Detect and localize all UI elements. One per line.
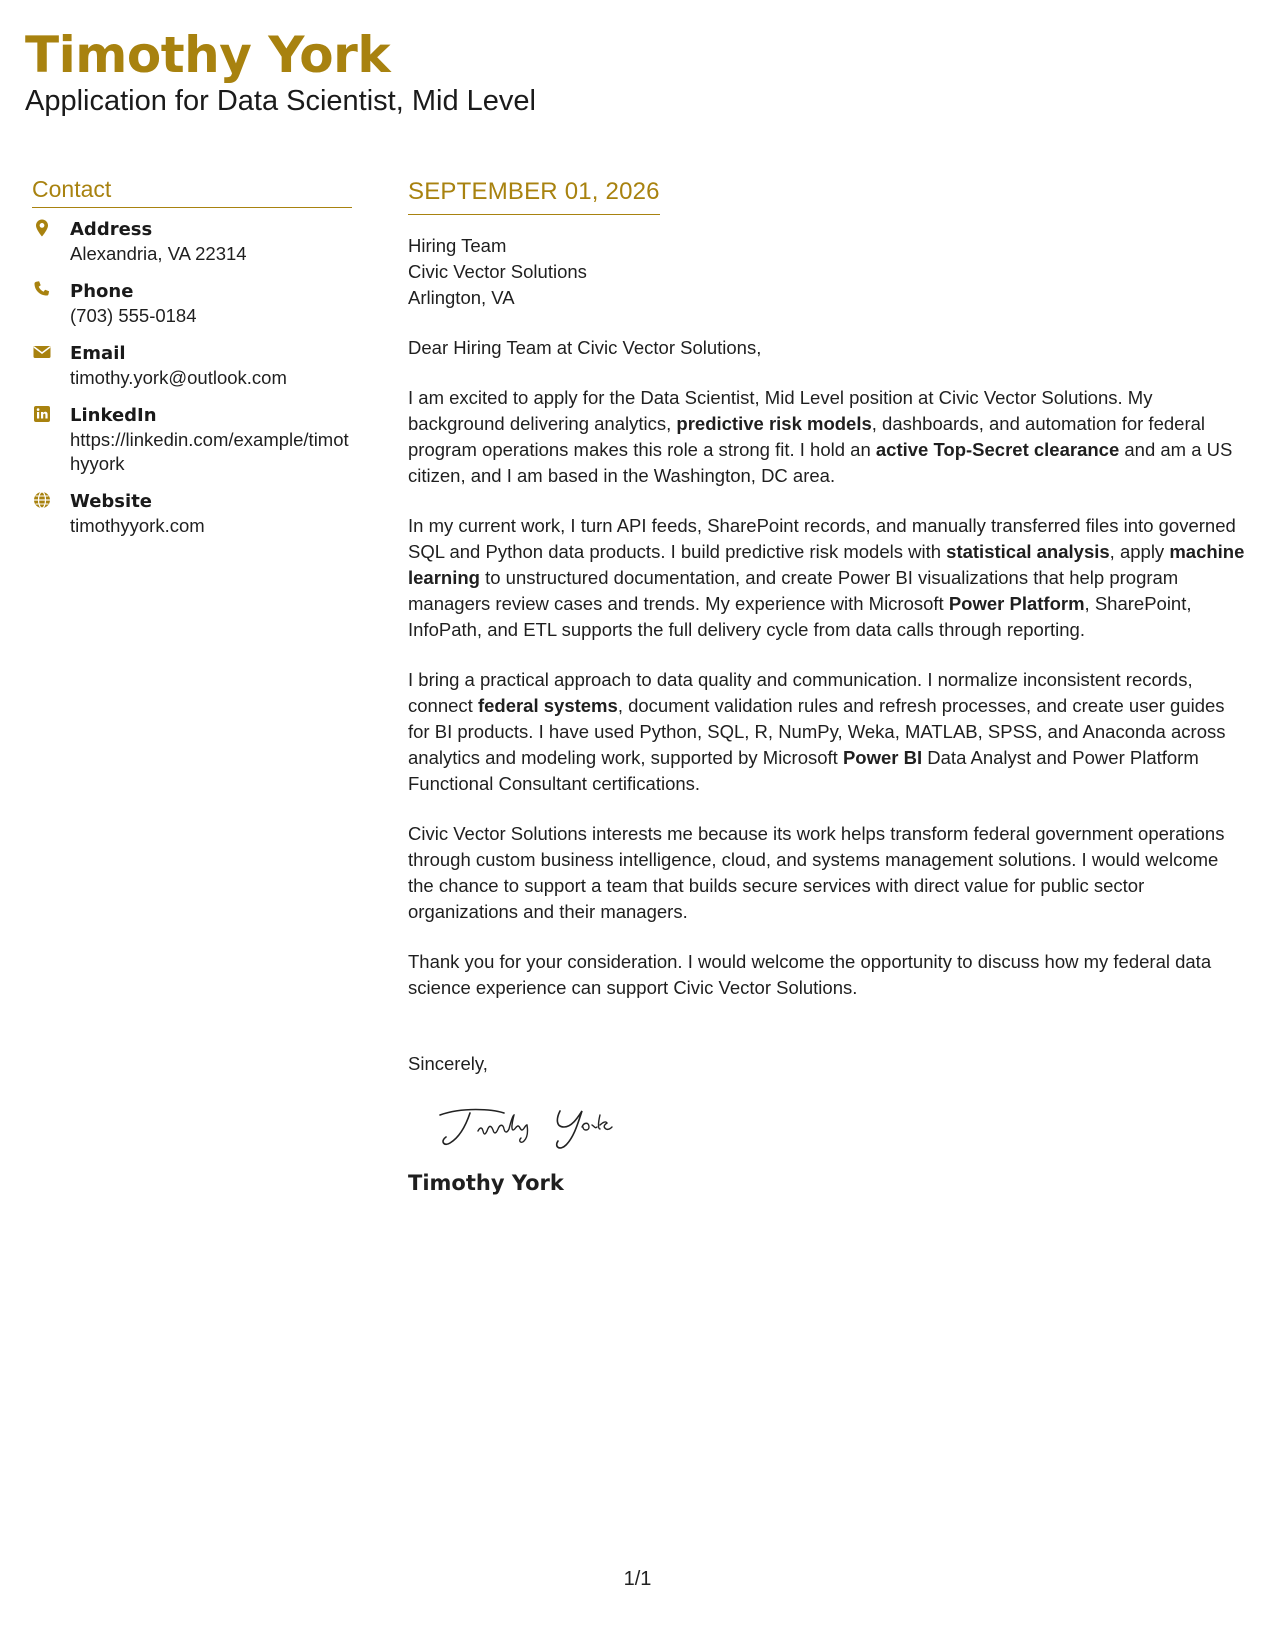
map-pin-icon (32, 218, 54, 240)
text-run: , document validation rules and refresh processes, and create user guides for BI products. I have used Python, SQL, R, NumPy, Weka, MATLAB, SPSS, and Anaconda across analytics and modeling work, supported by Microsoft (408, 695, 1226, 768)
applicant-name: Timothy York (25, 26, 391, 84)
letter-body (408, 178, 1248, 1195)
bold-run: Power Platform (948, 593, 1085, 614)
bold-run: predictive risk models (676, 413, 872, 434)
contact-value: Alexandria, VA 22314 (70, 243, 247, 264)
contact-item-email (32, 342, 352, 390)
contact-label: LinkedIn (70, 405, 157, 426)
recipient-line: Arlington, VA (408, 287, 515, 308)
contact-title: Contact (32, 176, 352, 208)
bold-run: statistical analysis (946, 541, 1110, 562)
globe-icon (32, 490, 54, 512)
envelope-icon (32, 342, 54, 364)
bold-run: Power BI (842, 747, 923, 768)
text-run: , SharePoint, InfoPath, and ETL supports the full delivery cycle from data calls through reporting. (408, 593, 1192, 640)
contact-item-address (32, 218, 352, 266)
text-run: I bring a practical approach to data quality and communication. I normalize inconsistent records, connect (408, 669, 1193, 716)
linkedin-icon (32, 404, 54, 426)
contact-sidebar (32, 176, 352, 552)
salutation: Dear Hiring Team at Civic Vector Solutions, (408, 337, 762, 358)
recipient-line: Hiring Team (408, 235, 507, 256)
closing: Sincerely, (408, 1053, 488, 1074)
letter-date: SEPTEMBER 01, 2026 (408, 178, 660, 215)
contact-label: Address (70, 219, 153, 240)
contact-label: Email (70, 343, 126, 364)
text-run: Data Analyst and Power Platform Functional Consultant certifications. (408, 747, 1199, 794)
bold-run: federal systems (477, 695, 618, 716)
application-subtitle: Application for Data Scientist, Mid Level (25, 85, 536, 117)
linkedin-link[interactable]: https://linkedin.com/example/timothyyork (70, 429, 349, 474)
contact-label: Website (70, 491, 153, 512)
phone-icon (32, 280, 54, 302)
contact-item-website (32, 490, 352, 538)
recipient-block (408, 233, 1248, 311)
paragraph-1 (408, 385, 1248, 489)
recipient-line: Civic Vector Solutions (408, 261, 587, 282)
signature-image (432, 1097, 652, 1157)
paragraph-3 (408, 667, 1248, 797)
text-run: to unstructured documentation, and create Power BI visualizations that help program managers review cases and trends. My experience with Microsoft (408, 567, 1179, 614)
paragraph-5: Thank you for your consideration. I would welcome the opportunity to discuss how my federal data science experience can support Civic Vector Solutions. (408, 951, 1212, 998)
contact-value: (703) 555-0184 (70, 305, 197, 326)
text-run: I am excited to apply for the Data Scientist, Mid Level position at Civic Vector Solutions. My background delivering analytics, (408, 387, 1153, 434)
text-run: and am a US citizen, and I am based in the Washington, DC area. (408, 439, 1233, 486)
page-number: 1/1 (623, 1568, 652, 1590)
bold-run: machine learning (408, 541, 1245, 588)
paragraph-2 (408, 513, 1248, 643)
contact-item-phone (32, 280, 352, 328)
signer-name: Timothy York (408, 1171, 564, 1195)
contact-label: Phone (70, 281, 134, 302)
bold-run: active Top-Secret clearance (875, 439, 1120, 460)
text-run: In my current work, I turn API feeds, SharePoint records, and manually transferred files into governed SQL and Python data products. I build predictive risk models with (408, 515, 1236, 562)
website-link[interactable]: timothyyork.com (70, 515, 205, 536)
header (25, 28, 536, 118)
paragraph-4: Civic Vector Solutions interests me because its work helps transform federal government operations through custom business intelligence, cloud, and systems management solutions. I would welcome the chance to support a team that builds secure services with direct value for public sector organizations and their managers. (408, 823, 1225, 922)
text-run: , dashboards, and automation for federal program operations makes this role a strong fit. I hold an (408, 413, 1205, 460)
text-run: , apply (1109, 541, 1170, 562)
contact-item-linkedin (32, 404, 352, 476)
contact-value: timothy.york@outlook.com (70, 367, 287, 388)
